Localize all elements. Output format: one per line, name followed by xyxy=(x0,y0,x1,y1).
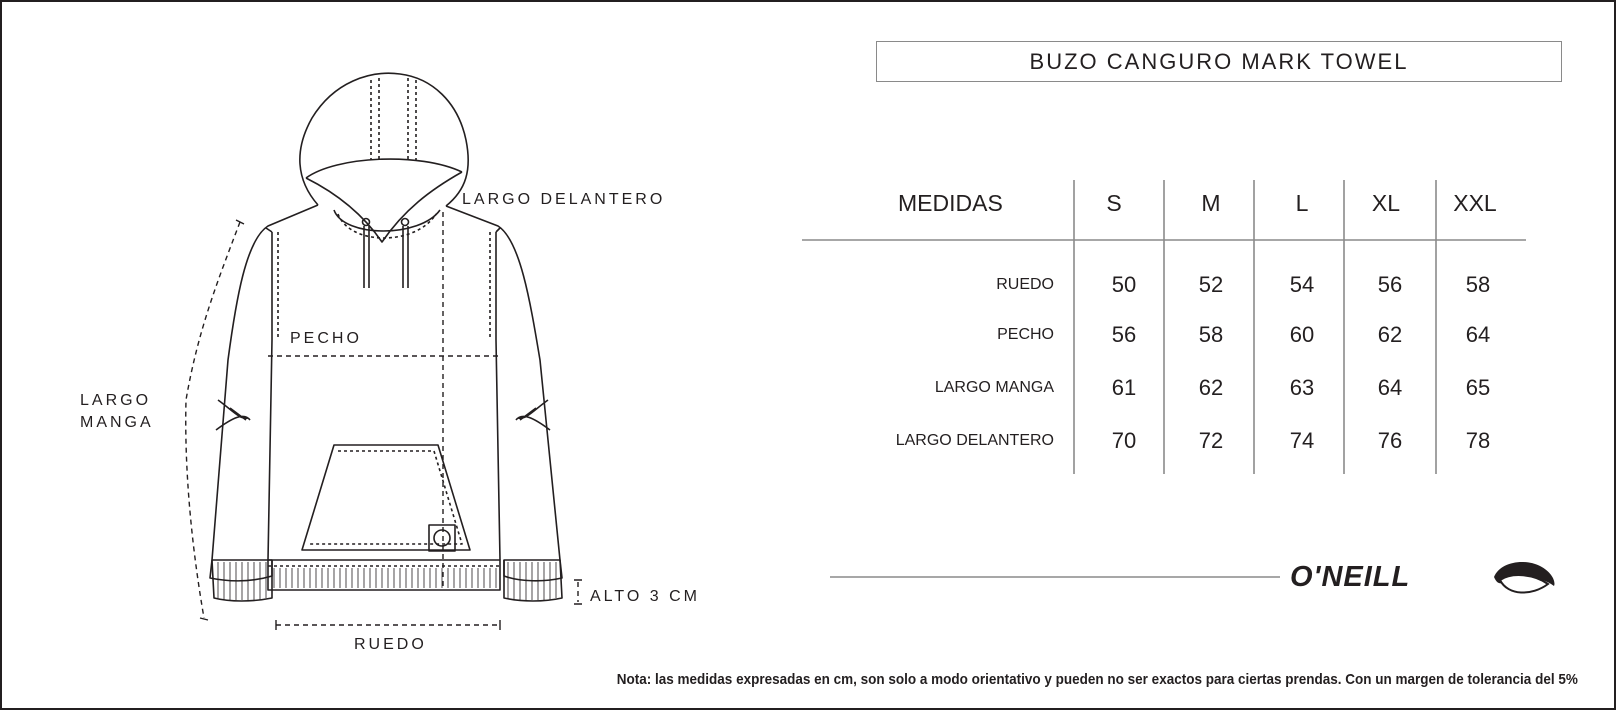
row-label: LARGO MANGA xyxy=(934,379,1054,396)
label-ruedo: RUEDO xyxy=(354,636,427,653)
label-largo-manga-line2: MANGA xyxy=(80,414,154,431)
product-title: BUZO CANGURO MARK TOWEL xyxy=(876,41,1562,82)
size-header-m: M xyxy=(1201,190,1221,216)
table-cell: 72 xyxy=(1198,428,1224,453)
table-cell: 52 xyxy=(1198,272,1224,297)
label-largo-manga-line1: LARGO xyxy=(80,392,152,409)
table-cell: 62 xyxy=(1377,322,1403,347)
label-pecho: PECHO xyxy=(290,330,362,347)
table-cell: 64 xyxy=(1377,375,1403,400)
table-cell: 74 xyxy=(1289,428,1315,453)
table-header-medidas: MEDIDAS xyxy=(898,190,1003,216)
table-cell: 56 xyxy=(1111,322,1137,347)
table-cell: 50 xyxy=(1111,272,1137,297)
table-cell: 60 xyxy=(1289,322,1315,347)
size-header-xxl: XXL xyxy=(1453,190,1497,216)
label-alto: ALTO 3 CM xyxy=(590,588,700,605)
table-cell: 58 xyxy=(1198,322,1224,347)
table-cell: 56 xyxy=(1377,272,1403,297)
brand-logo: O'NEILL xyxy=(1290,561,1411,593)
size-header-s: S xyxy=(1106,190,1122,216)
table-cell: 78 xyxy=(1465,428,1491,453)
table-cell: 70 xyxy=(1111,428,1137,453)
footnote: Nota: las medidas expresadas en cm, son solo a modo orientativo y pueden no ser exactos para ciertas prendas. Con un margen de tolerancia del 5% xyxy=(616,671,1578,688)
table-cell: 62 xyxy=(1198,375,1224,400)
table-cell: 58 xyxy=(1465,272,1491,297)
row-label: PECHO xyxy=(997,326,1054,343)
size-header-xl: XL xyxy=(1371,190,1401,216)
table-cell: 65 xyxy=(1465,375,1491,400)
wave-icon xyxy=(1494,562,1554,593)
table-cell: 61 xyxy=(1111,375,1137,400)
label-largo-delantero: LARGO DELANTERO xyxy=(462,191,666,208)
table-cell: 63 xyxy=(1289,375,1315,400)
row-label: RUEDO xyxy=(996,276,1054,293)
table-cell: 76 xyxy=(1377,428,1403,453)
row-label: LARGO DELANTERO xyxy=(895,432,1054,449)
table-cell: 64 xyxy=(1465,322,1491,347)
table-cell: 54 xyxy=(1289,272,1315,297)
size-header-l: L xyxy=(1295,190,1309,216)
